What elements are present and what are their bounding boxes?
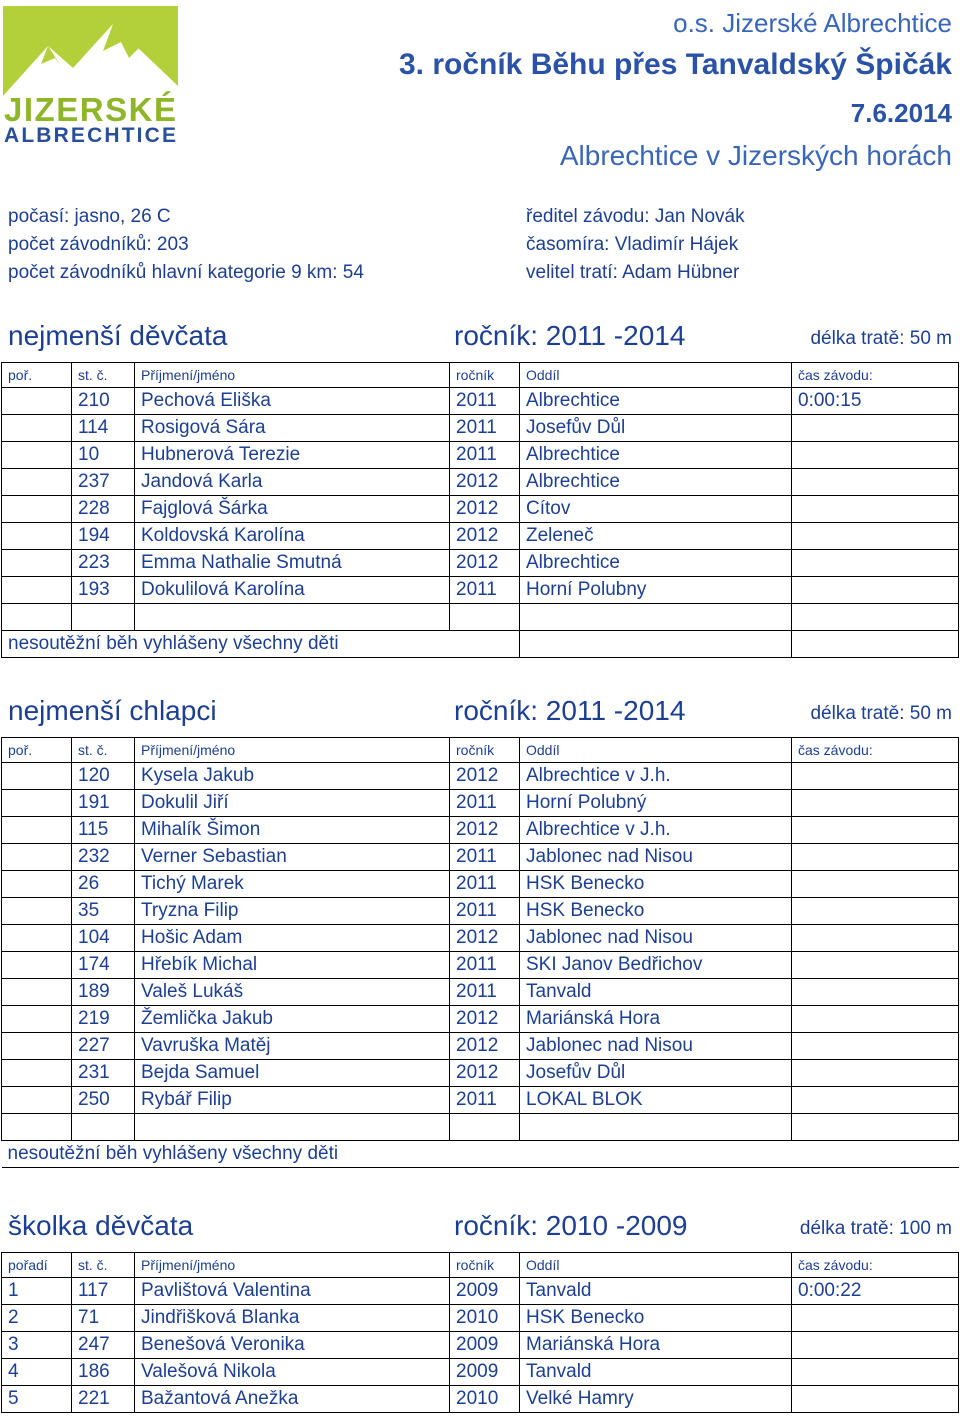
rank-cell bbox=[2, 604, 72, 631]
category-years: ročník: 2011 -2014 bbox=[454, 695, 686, 726]
organizer: o.s. Jizerské Albrechtice bbox=[673, 8, 952, 38]
category-distance: délka tratě: 50 m bbox=[810, 703, 952, 724]
table-row bbox=[2, 388, 959, 415]
time-cell bbox=[792, 469, 959, 496]
year-cell: 2011 bbox=[450, 952, 520, 979]
note-empty-cell bbox=[520, 631, 792, 658]
table-row bbox=[2, 1386, 959, 1413]
rank-cell bbox=[2, 1060, 72, 1087]
year-cell: 2011 bbox=[450, 979, 520, 1006]
table-row bbox=[2, 469, 959, 496]
bib-cell: 221 bbox=[72, 1386, 135, 1413]
club-cell: Albrechtice v J.h. bbox=[520, 763, 792, 790]
time-cell bbox=[792, 790, 959, 817]
result-rows bbox=[2, 1278, 959, 1413]
time-cell bbox=[792, 604, 959, 631]
year-cell: 2010 bbox=[450, 1386, 520, 1413]
rank-cell bbox=[2, 817, 72, 844]
rank-cell bbox=[2, 790, 72, 817]
col-rank: poř. bbox=[2, 363, 72, 388]
club-cell: Tanvald bbox=[520, 1359, 792, 1386]
bib-cell: 104 bbox=[72, 925, 135, 952]
results-table bbox=[1, 737, 959, 1168]
result-rows bbox=[2, 763, 959, 1141]
rank-cell bbox=[2, 577, 72, 604]
club-cell: Albrechtice bbox=[520, 550, 792, 577]
bib-cell: 227 bbox=[72, 1033, 135, 1060]
time-cell bbox=[792, 952, 959, 979]
col-time: čas závodu: bbox=[792, 363, 959, 388]
table-row bbox=[2, 898, 959, 925]
col-name: Příjmení/jméno bbox=[135, 1253, 450, 1278]
time-cell bbox=[792, 415, 959, 442]
year-cell: 2011 bbox=[450, 388, 520, 415]
category-name: nejmenší děvčata bbox=[8, 320, 228, 351]
bib-cell bbox=[72, 604, 135, 631]
bib-cell: 193 bbox=[72, 577, 135, 604]
name-cell: Bejda Samuel bbox=[135, 1060, 450, 1087]
name-cell: Kysela Jakub bbox=[135, 763, 450, 790]
table-row bbox=[2, 415, 959, 442]
bib-cell: 231 bbox=[72, 1060, 135, 1087]
bib-cell: 115 bbox=[72, 817, 135, 844]
bib-cell: 174 bbox=[72, 952, 135, 979]
col-rank: poř. bbox=[2, 738, 72, 763]
race-director: ředitel závodu: Jan Novák bbox=[526, 206, 745, 227]
time-cell bbox=[792, 925, 959, 952]
time-cell bbox=[792, 1386, 959, 1413]
col-bib: st. č. bbox=[72, 738, 135, 763]
time-cell bbox=[792, 844, 959, 871]
name-cell: Hřebík Michal bbox=[135, 952, 450, 979]
year-cell: 2011 bbox=[450, 415, 520, 442]
rank-cell bbox=[2, 898, 72, 925]
club-cell bbox=[520, 604, 792, 631]
section-girls-smallest bbox=[0, 318, 960, 658]
name-cell: Hošic Adam bbox=[135, 925, 450, 952]
name-cell: Pechová Eliška bbox=[135, 388, 450, 415]
time-cell bbox=[792, 1114, 959, 1141]
bib-cell: 189 bbox=[72, 979, 135, 1006]
year-cell: 2012 bbox=[450, 523, 520, 550]
rank-cell: 2 bbox=[2, 1305, 72, 1332]
club-cell: Jablonec nad Nisou bbox=[520, 1033, 792, 1060]
time-cell bbox=[792, 442, 959, 469]
year-cell bbox=[450, 604, 520, 631]
time-cell bbox=[792, 1305, 959, 1332]
note-text: nesoutěžní běh vyhlášeny všechny děti bbox=[2, 1141, 959, 1168]
name-cell: Žemlička Jakub bbox=[135, 1006, 450, 1033]
bib-cell: 247 bbox=[72, 1332, 135, 1359]
rank-cell bbox=[2, 496, 72, 523]
bib-cell: 223 bbox=[72, 550, 135, 577]
time-cell bbox=[792, 550, 959, 577]
table-row bbox=[2, 1359, 959, 1386]
table-row bbox=[2, 790, 959, 817]
table-row bbox=[2, 979, 959, 1006]
table-row bbox=[2, 871, 959, 898]
rank-cell bbox=[2, 763, 72, 790]
rank-cell bbox=[2, 415, 72, 442]
year-cell: 2011 bbox=[450, 790, 520, 817]
table-header-row bbox=[2, 1253, 959, 1278]
year-cell: 2012 bbox=[450, 1060, 520, 1087]
jizerske-albrechtice-logo bbox=[3, 6, 178, 146]
note-empty-cell bbox=[792, 631, 959, 658]
time-cell bbox=[792, 1060, 959, 1087]
race-place: Albrechtice v Jizerských horách bbox=[559, 140, 952, 171]
club-cell: HSK Benecko bbox=[520, 1305, 792, 1332]
bib-cell: 71 bbox=[72, 1305, 135, 1332]
year-cell: 2009 bbox=[450, 1359, 520, 1386]
results-table bbox=[1, 1252, 959, 1413]
track-commander: velitel tratí: Adam Hübner bbox=[526, 262, 740, 283]
col-bib: st. č. bbox=[72, 1253, 135, 1278]
bib-cell: 191 bbox=[72, 790, 135, 817]
logo-text-bottom: ALBRECHTICE bbox=[4, 124, 176, 146]
rank-cell: 5 bbox=[2, 1386, 72, 1413]
name-cell: Tryzna Filip bbox=[135, 898, 450, 925]
time-cell bbox=[792, 1087, 959, 1114]
table-row bbox=[2, 844, 959, 871]
name-cell: Tichý Marek bbox=[135, 871, 450, 898]
club-cell: SKI Janov Bedřichov bbox=[520, 952, 792, 979]
bib-cell: 186 bbox=[72, 1359, 135, 1386]
club-cell bbox=[520, 1114, 792, 1141]
name-cell: Dokulil Jiří bbox=[135, 790, 450, 817]
bib-cell: 120 bbox=[72, 763, 135, 790]
club-cell: Albrechtice bbox=[520, 388, 792, 415]
table-row bbox=[2, 817, 959, 844]
club-cell: HSK Benecko bbox=[520, 871, 792, 898]
year-cell bbox=[450, 1114, 520, 1141]
time-cell bbox=[792, 1359, 959, 1386]
rank-cell bbox=[2, 1033, 72, 1060]
club-cell: Mariánská Hora bbox=[520, 1332, 792, 1359]
runners-count: počet závodníků: 203 bbox=[8, 234, 189, 255]
col-year: ročník bbox=[450, 738, 520, 763]
table-row bbox=[2, 577, 959, 604]
name-cell: Hubnerová Terezie bbox=[135, 442, 450, 469]
time-cell bbox=[792, 496, 959, 523]
time-cell: 0:00:15 bbox=[792, 388, 959, 415]
year-cell: 2009 bbox=[450, 1278, 520, 1305]
logo-text-top: JIZERSKÉ bbox=[4, 91, 176, 128]
year-cell: 2012 bbox=[450, 550, 520, 577]
rank-cell bbox=[2, 871, 72, 898]
club-cell: Josefův Důl bbox=[520, 1060, 792, 1087]
time-cell bbox=[792, 1006, 959, 1033]
col-name: Příjmení/jméno bbox=[135, 363, 450, 388]
year-cell: 2011 bbox=[450, 442, 520, 469]
table-row bbox=[2, 1087, 959, 1114]
table-row bbox=[2, 1060, 959, 1087]
time-cell bbox=[792, 979, 959, 1006]
club-cell: Jablonec nad Nisou bbox=[520, 844, 792, 871]
category-years: ročník: 2011 -2014 bbox=[454, 320, 686, 351]
col-club: Oddíl bbox=[520, 738, 792, 763]
rank-cell bbox=[2, 1087, 72, 1114]
rank-cell bbox=[2, 388, 72, 415]
year-cell: 2011 bbox=[450, 577, 520, 604]
year-cell: 2012 bbox=[450, 496, 520, 523]
rank-cell bbox=[2, 979, 72, 1006]
table-row bbox=[2, 1114, 959, 1141]
time-cell bbox=[792, 817, 959, 844]
section-boys-smallest bbox=[0, 693, 960, 1168]
club-cell: Cítov bbox=[520, 496, 792, 523]
col-club: Oddíl bbox=[520, 1253, 792, 1278]
table-row bbox=[2, 442, 959, 469]
bib-cell: 10 bbox=[72, 442, 135, 469]
club-cell: Albrechtice bbox=[520, 442, 792, 469]
note-row bbox=[2, 1141, 959, 1168]
name-cell: Vavruška Matěj bbox=[135, 1033, 450, 1060]
col-year: ročník bbox=[450, 363, 520, 388]
rank-cell bbox=[2, 952, 72, 979]
year-cell: 2009 bbox=[450, 1332, 520, 1359]
time-cell bbox=[792, 523, 959, 550]
year-cell: 2012 bbox=[450, 469, 520, 496]
race-title: 3. ročník Běhu přes Tanvaldský Špičák bbox=[398, 48, 952, 81]
rank-cell: 1 bbox=[2, 1278, 72, 1305]
year-cell: 2012 bbox=[450, 763, 520, 790]
club-cell: Zeleneč bbox=[520, 523, 792, 550]
bib-cell: 237 bbox=[72, 469, 135, 496]
col-time: čas závodu: bbox=[792, 738, 959, 763]
table-row bbox=[2, 523, 959, 550]
name-cell: Verner Sebastian bbox=[135, 844, 450, 871]
time-cell bbox=[792, 1332, 959, 1359]
year-cell: 2011 bbox=[450, 871, 520, 898]
name-cell: Jindřišková Blanka bbox=[135, 1305, 450, 1332]
club-cell: Horní Polubny bbox=[520, 577, 792, 604]
time-cell bbox=[792, 577, 959, 604]
category-years: ročník: 2010 -2009 bbox=[454, 1210, 688, 1241]
timekeeping: časomíra: Vladimír Hájek bbox=[526, 234, 739, 255]
year-cell: 2011 bbox=[450, 898, 520, 925]
year-cell: 2012 bbox=[450, 925, 520, 952]
bib-cell: 228 bbox=[72, 496, 135, 523]
club-cell: Velké Hamry bbox=[520, 1386, 792, 1413]
rank-cell bbox=[2, 844, 72, 871]
bib-cell: 35 bbox=[72, 898, 135, 925]
table-row bbox=[2, 952, 959, 979]
bib-cell: 117 bbox=[72, 1278, 135, 1305]
table-row bbox=[2, 1305, 959, 1332]
table-row bbox=[2, 1332, 959, 1359]
table-row bbox=[2, 550, 959, 577]
club-cell: Albrechtice bbox=[520, 469, 792, 496]
bib-cell: 114 bbox=[72, 415, 135, 442]
club-cell: LOKAL BLOK bbox=[520, 1087, 792, 1114]
bib-cell: 210 bbox=[72, 388, 135, 415]
table-row bbox=[2, 1033, 959, 1060]
name-cell: Emma Nathalie Smutná bbox=[135, 550, 450, 577]
category-name: nejmenší chlapci bbox=[8, 695, 217, 726]
club-cell: Tanvald bbox=[520, 979, 792, 1006]
bib-cell: 232 bbox=[72, 844, 135, 871]
year-cell: 2010 bbox=[450, 1305, 520, 1332]
time-cell bbox=[792, 898, 959, 925]
section-kindergarten-girls bbox=[0, 1208, 960, 1413]
table-row bbox=[2, 496, 959, 523]
club-cell: HSK Benecko bbox=[520, 898, 792, 925]
year-cell: 2011 bbox=[450, 1087, 520, 1114]
col-year: ročník bbox=[450, 1253, 520, 1278]
col-club: Oddíl bbox=[520, 363, 792, 388]
name-cell: Bažantová Anežka bbox=[135, 1386, 450, 1413]
col-name: Příjmení/jméno bbox=[135, 738, 450, 763]
category-distance: délka tratě: 50 m bbox=[810, 328, 952, 349]
name-cell: Rosigová Sára bbox=[135, 415, 450, 442]
name-cell: Koldovská Karolína bbox=[135, 523, 450, 550]
note-row bbox=[2, 631, 959, 658]
rank-cell bbox=[2, 925, 72, 952]
table-header-row bbox=[2, 363, 959, 388]
name-cell: Rybář Filip bbox=[135, 1087, 450, 1114]
name-cell: Valešová Nikola bbox=[135, 1359, 450, 1386]
year-cell: 2012 bbox=[450, 1006, 520, 1033]
name-cell bbox=[135, 604, 450, 631]
table-row bbox=[2, 1278, 959, 1305]
name-cell bbox=[135, 1114, 450, 1141]
rank-cell: 3 bbox=[2, 1332, 72, 1359]
category-distance: délka tratě: 100 m bbox=[799, 1218, 952, 1239]
name-cell: Dokulilová Karolína bbox=[135, 577, 450, 604]
name-cell: Valeš Lukáš bbox=[135, 979, 450, 1006]
table-row bbox=[2, 925, 959, 952]
year-cell: 2011 bbox=[450, 844, 520, 871]
club-cell: Albrechtice v J.h. bbox=[520, 817, 792, 844]
time-cell: 0:00:22 bbox=[792, 1278, 959, 1305]
name-cell: Benešová Veronika bbox=[135, 1332, 450, 1359]
club-cell: Josefův Důl bbox=[520, 415, 792, 442]
bib-cell: 250 bbox=[72, 1087, 135, 1114]
category-name: školka děvčata bbox=[8, 1210, 194, 1241]
name-cell: Pavlištová Valentina bbox=[135, 1278, 450, 1305]
results-table bbox=[1, 362, 959, 658]
name-cell: Mihalík Šimon bbox=[135, 817, 450, 844]
table-header-row bbox=[2, 738, 959, 763]
time-cell bbox=[792, 1033, 959, 1060]
table-row bbox=[2, 604, 959, 631]
weather-info: počasí: jasno, 26 C bbox=[8, 206, 171, 227]
bib-cell: 194 bbox=[72, 523, 135, 550]
col-rank: pořadí bbox=[2, 1253, 72, 1278]
col-bib: st. č. bbox=[72, 363, 135, 388]
result-rows bbox=[2, 388, 959, 631]
rank-cell bbox=[2, 523, 72, 550]
table-row bbox=[2, 763, 959, 790]
col-time: čas závodu: bbox=[792, 1253, 959, 1278]
year-cell: 2012 bbox=[450, 1033, 520, 1060]
club-cell: Jablonec nad Nisou bbox=[520, 925, 792, 952]
rank-cell bbox=[2, 550, 72, 577]
bib-cell: 26 bbox=[72, 871, 135, 898]
time-cell bbox=[792, 763, 959, 790]
rank-cell bbox=[2, 1006, 72, 1033]
club-cell: Horní Polubný bbox=[520, 790, 792, 817]
name-cell: Jandová Karla bbox=[135, 469, 450, 496]
club-cell: Tanvald bbox=[520, 1278, 792, 1305]
rank-cell bbox=[2, 442, 72, 469]
club-cell: Mariánská Hora bbox=[520, 1006, 792, 1033]
bib-cell bbox=[72, 1114, 135, 1141]
rank-cell: 4 bbox=[2, 1359, 72, 1386]
bib-cell: 219 bbox=[72, 1006, 135, 1033]
name-cell: Fajglová Šárka bbox=[135, 496, 450, 523]
note-text: nesoutěžní běh vyhlášeny všechny děti bbox=[2, 631, 520, 658]
main-category-count: počet závodníků hlavní kategorie 9 km: 54 bbox=[8, 262, 364, 283]
rank-cell bbox=[2, 1114, 72, 1141]
rank-cell bbox=[2, 469, 72, 496]
year-cell: 2012 bbox=[450, 817, 520, 844]
table-row bbox=[2, 1006, 959, 1033]
race-date: 7.6.2014 bbox=[850, 98, 952, 128]
time-cell bbox=[792, 871, 959, 898]
